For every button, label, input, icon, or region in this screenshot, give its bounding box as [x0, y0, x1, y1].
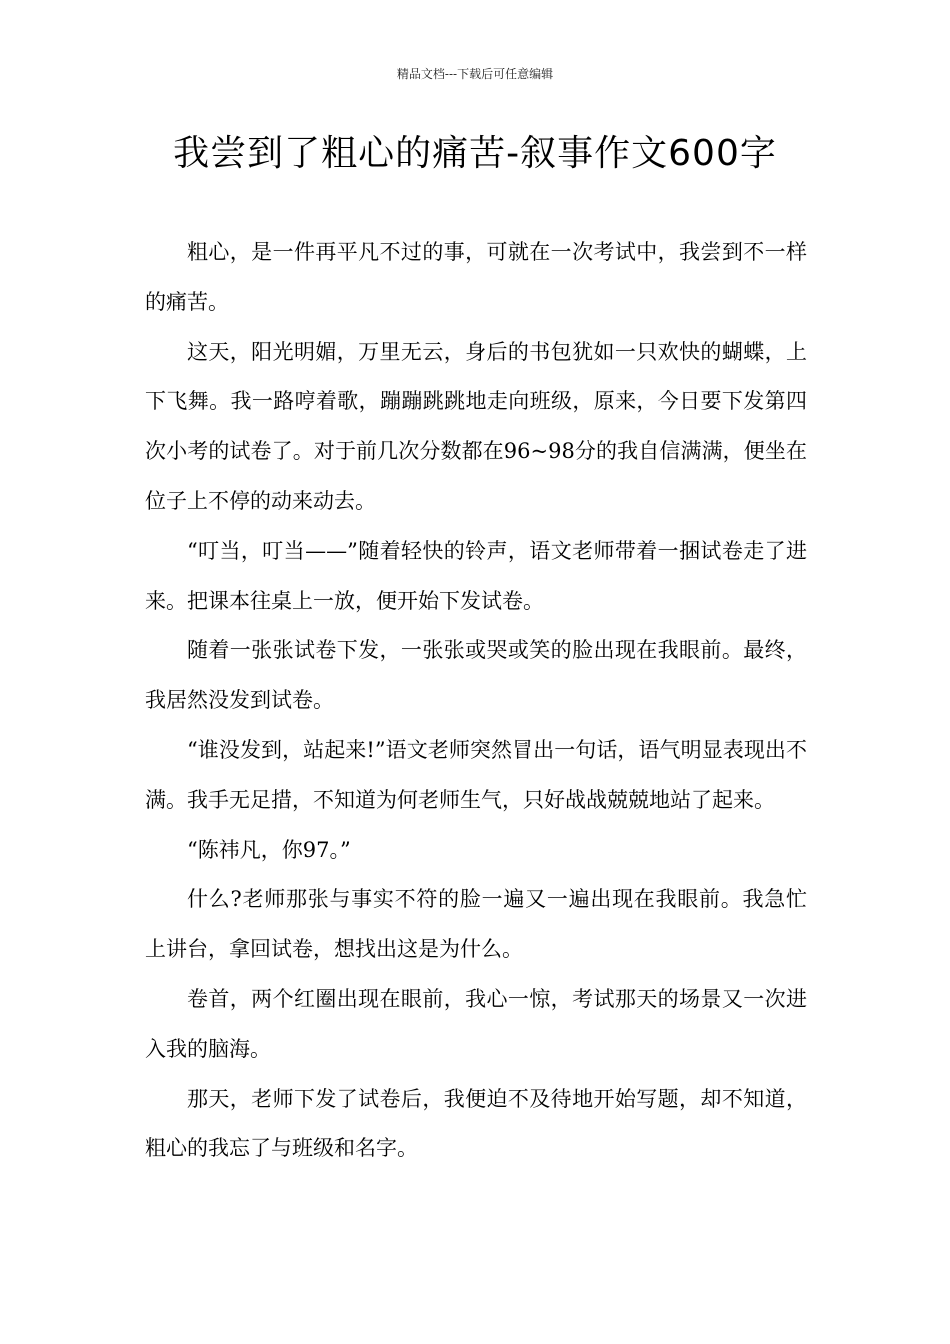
- paragraph: 卷首，两个红圈出现在眼前，我心一惊，考试那天的场景又一次进入我的脑海。: [145, 986, 807, 1061]
- page-header-note: 精品文档---下载后可任意编辑: [396, 67, 554, 81]
- paragraph: 粗心，是一件再平凡不过的事，可就在一次考试中，我尝到不一样的痛苦。: [145, 240, 807, 314]
- paragraph: “陈祎凡，你97。”: [187, 837, 351, 862]
- paragraph: 这天，阳光明媚，万里无云，身后的书包犹如一只欢快的蝴蝶，上下飞舞。我一路哼着歌，蹦蹦跳跳地走向班级，原来，今日要下发第四次小考的试卷了。对于前几次分数都在96~98分的我自信满满，便坐在位子上不停的动来动去。: [145, 339, 807, 513]
- essay-body: [145, 228, 807, 1174]
- paragraph: 什么?老师那张与事实不符的脸一遍又一遍出现在我眼前。我急忙上讲台，拿回试卷，想找出这是为什么。: [145, 887, 807, 962]
- document-title: 我尝到了粗心的痛苦-叙事作文600字: [173, 133, 777, 174]
- paragraph: 那天，老师下发了试卷后，我便迫不及待地开始写题，却不知道，粗心的我忘了与班级和名字。: [145, 1086, 807, 1161]
- paragraph: 随着一张张试卷下发，一张张或哭或笑的脸出现在我眼前。最终，我居然没发到试卷。: [145, 638, 807, 713]
- paragraph: “谁没发到，站起来!”语文老师突然冒出一句话，语气明显表现出不满。我手无足措，不知道为何老师生气，只好战战兢兢地站了起来。: [145, 737, 807, 812]
- paragraph: “叮当，叮当——”随着轻快的铃声，语文老师带着一捆试卷走了进来。把课本往桌上一放，便开始下发试卷。: [145, 538, 807, 613]
